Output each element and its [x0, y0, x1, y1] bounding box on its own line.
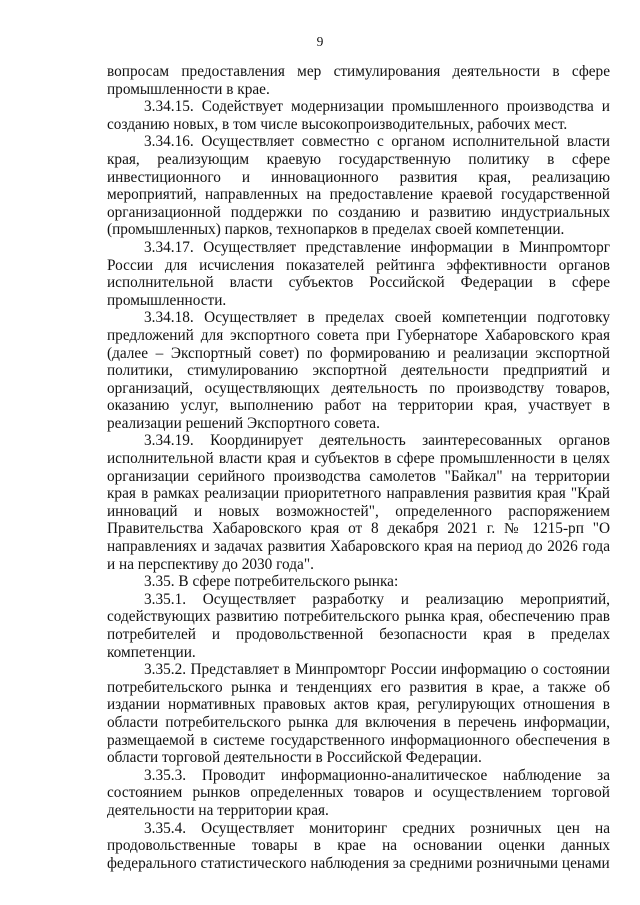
document-body	[107, 63, 610, 872]
paragraph-continuation: вопросам предоставления мер стимулирования деятельности в сфере промышленности в крае.	[107, 63, 610, 98]
paragraph-3-35-1: 3.35.1. Осуществляет разработку и реализацию мероприятий, содействующих развитию потребительского рынка края, обеспечению прав потребителей и продовольственной безопасности края в пределах компетенции.	[107, 590, 610, 661]
paragraph-3-35-2: 3.35.2. Представляет в Минпромторг России информацию о состоянии потребительского рынка и тенденциях его развития в крае, а также об издании нормативных правовых актов края, регулирующих отношения в области потребительского рынка для включения в перечень информации, размещаемой в системе государственного информационного обеспечения в области торговой деятельности в Российской Федерации.	[107, 661, 610, 767]
paragraph-3-34-19: 3.34.19. Координирует деятельность заинтересованных органов исполнительной власти края и субъектов в сфере промышленности в целях организации серийного производства самолетов "Байкал" на территории края в рамках реализации приоритетного направления развития края "Край инноваций и новых возможностей", определенного распоряжением Правительства Хабаровского края от 8 декабря 2021 г. № 1215-рп "О направлениях и задачах развития Хабаровского края на период до 2026 года и на перспективу до 2030 года".	[107, 432, 610, 573]
paragraph-3-35-3: 3.35.3. Проводит информационно-аналитическое наблюдение за состоянием рынков определенных товаров и осуществлением торговой деятельности на территории края.	[107, 766, 610, 819]
page-number: 9	[316, 34, 324, 49]
paragraph-3-34-18: 3.34.18. Осуществляет в пределах своей компетенции подготовку предложений для экспортного совета при Губернаторе Хабаровского края (далее – Экспортный совет) по формированию и реализации экспортной политики, стимулированию экспортной деятельности предприятий и организаций, осуществляющих деятельность по производству товаров, оказанию услуг, выполнению работ на территории края, участвует в реализации решений Экспортного совета.	[107, 309, 610, 432]
paragraph-3-34-17: 3.34.17. Осуществляет представление информации в Минпромторг России для исчисления показателей рейтинга эффективности органов исполнительной власти субъектов Российской Федерации в сфере промышленности.	[107, 238, 610, 309]
paragraph-3-35-4: 3.35.4. Осуществляет мониторинг средних розничных цен на продовольственные товары в крае на основании оценки данных федерального статистического наблюдения за средними розничными ценами	[107, 819, 610, 872]
section-heading-3-35: 3.35. В сфере потребительского рынка:	[144, 573, 399, 591]
paragraph-3-34-15: 3.34.15. Содействует модернизации промышленного производства и созданию новых, в том числе высокопроизводительных, рабочих мест.	[107, 98, 610, 133]
paragraph-3-34-16: 3.34.16. Осуществляет совместно с органом исполнительной власти края, реализующим краевую государственную политику в сфере инвестиционного и инновационного развития края, реализацию мероприятий, направленных на предоставление краевой государственной организационной поддержки по созданию и развитию индустриальных (промышленных) парков, технопарков в пределах своей компетенции.	[107, 133, 610, 239]
